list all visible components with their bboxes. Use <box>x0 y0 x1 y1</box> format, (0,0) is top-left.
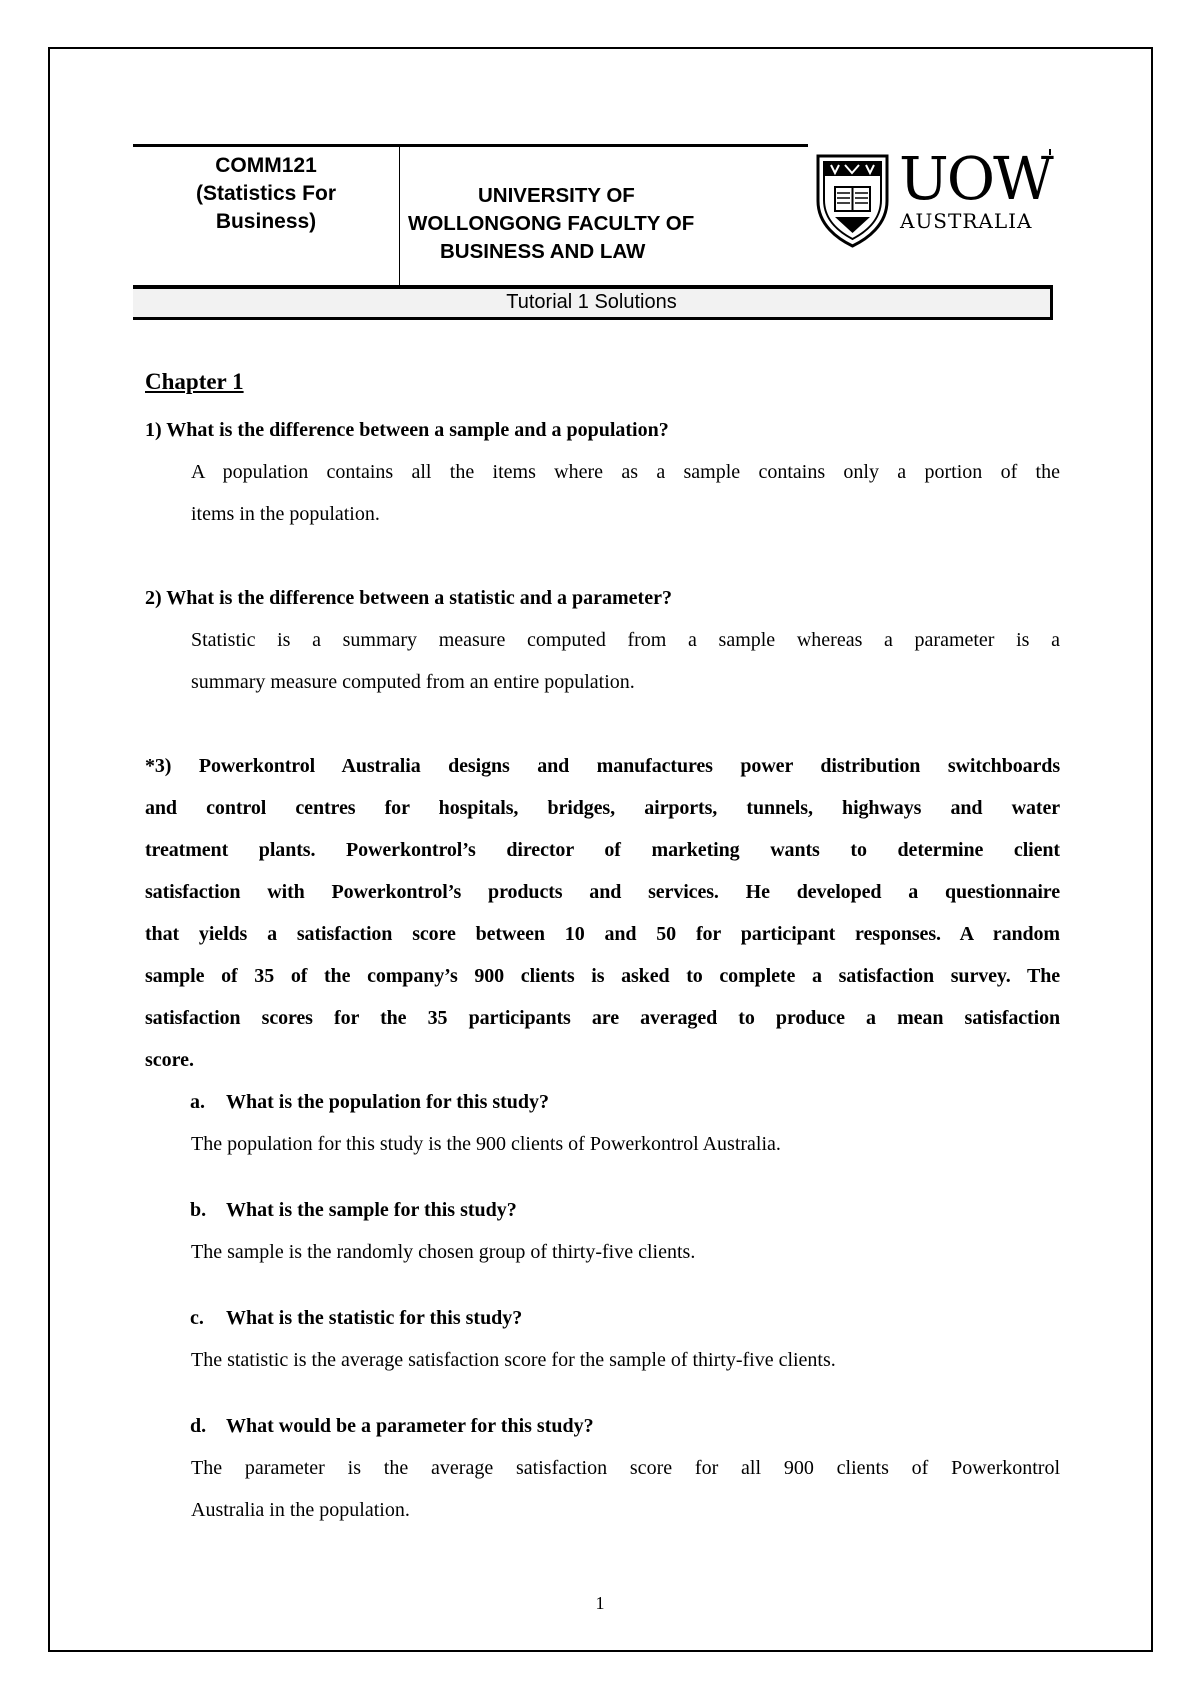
answer-3b: The sample is the randomly chosen group of thirty-five clients. <box>191 1241 696 1263</box>
course-title <box>133 152 399 236</box>
university-line-3: BUSINESS AND LAW <box>440 240 646 263</box>
question-2: 2) What is the difference between a statistic and a parameter? <box>145 587 672 609</box>
course-name-line-1: (Statistics For <box>195 182 337 205</box>
part-letter: b. <box>190 1199 207 1221</box>
question-3d <box>190 1415 594 1438</box>
part-letter: c. <box>190 1307 204 1329</box>
answer-1-line-1: A population contains all the items where as a sample contains only a portion of the <box>191 461 1060 483</box>
question-3-line-1: *3) Powerkontrol Australia designs and manufactures power distribution switchboards <box>145 755 1060 777</box>
answer-3a: The population for this study is the 900 clients of Powerkontrol Australia. <box>191 1133 781 1155</box>
part-letter: d. <box>190 1415 207 1437</box>
part-letter: a. <box>190 1091 205 1113</box>
question-3-line-6: sample of 35 of the company’s 900 clients is asked to complete a satisfaction survey. The <box>145 965 1060 987</box>
logo-australia-text: AUSTRALIA <box>900 209 1033 233</box>
answer-3d-line-2: Australia in the population. <box>191 1499 410 1521</box>
part-question: What is the sample for this study? <box>226 1199 517 1221</box>
question-3-line-2: and control centres for hospitals, bridges, airports, tunnels, highways and water <box>145 797 1060 819</box>
question-3-line-3: treatment plants. Powerkontrol’s director of marketing wants to determine client <box>145 839 1060 861</box>
chapter-heading: Chapter 1 <box>145 369 244 394</box>
question-1: 1) What is the difference between a sample and a population? <box>145 419 669 441</box>
uow-logo <box>815 144 1055 254</box>
university-line-2: WOLLONGONG FACULTY OF <box>408 212 695 235</box>
part-question: What would be a parameter for this study? <box>226 1415 594 1437</box>
question-3-line-7: satisfaction scores for the 35 participants are averaged to produce a mean satisfaction <box>145 1007 1060 1029</box>
question-3a <box>190 1091 549 1114</box>
header-divider <box>399 146 400 288</box>
part-question: What is the statistic for this study? <box>226 1307 523 1329</box>
university-name <box>408 182 708 266</box>
tutorial-title-bar: Tutorial 1 Solutions <box>133 285 1053 320</box>
university-line-1: UNIVERSITY OF <box>478 184 635 207</box>
question-3c <box>190 1307 522 1330</box>
answer-3d-line-1: The parameter is the average satisfaction score for all 900 clients of Powerkontrol <box>191 1457 1060 1479</box>
logo-uow-text: UOW <box>899 144 1052 213</box>
question-3-line-8: score. <box>145 1049 195 1071</box>
answer-1-line-2: items in the population. <box>191 503 380 525</box>
shield-crest-icon <box>815 153 890 249</box>
question-3-line-5: that yields a satisfaction score between 10 and 50 for participant responses. A random <box>145 923 1060 945</box>
header-top-rule <box>133 144 808 147</box>
course-code: COMM121 <box>215 154 317 177</box>
question-3-line-4: satisfaction with Powerkontrol’s products and services. He developed a questionnaire <box>145 881 1060 903</box>
part-question: What is the population for this study? <box>226 1091 550 1113</box>
question-3b <box>190 1199 517 1222</box>
answer-3c: The statistic is the average satisfaction score for the sample of thirty-five clients. <box>191 1349 836 1371</box>
answer-2-line-2: summary measure computed from an entire population. <box>191 671 635 693</box>
page-number: 1 <box>595 1593 605 1613</box>
course-name-line-2: Business) <box>215 210 317 233</box>
answer-2-line-1: Statistic is a summary measure computed from a sample whereas a parameter is a <box>191 629 1060 651</box>
